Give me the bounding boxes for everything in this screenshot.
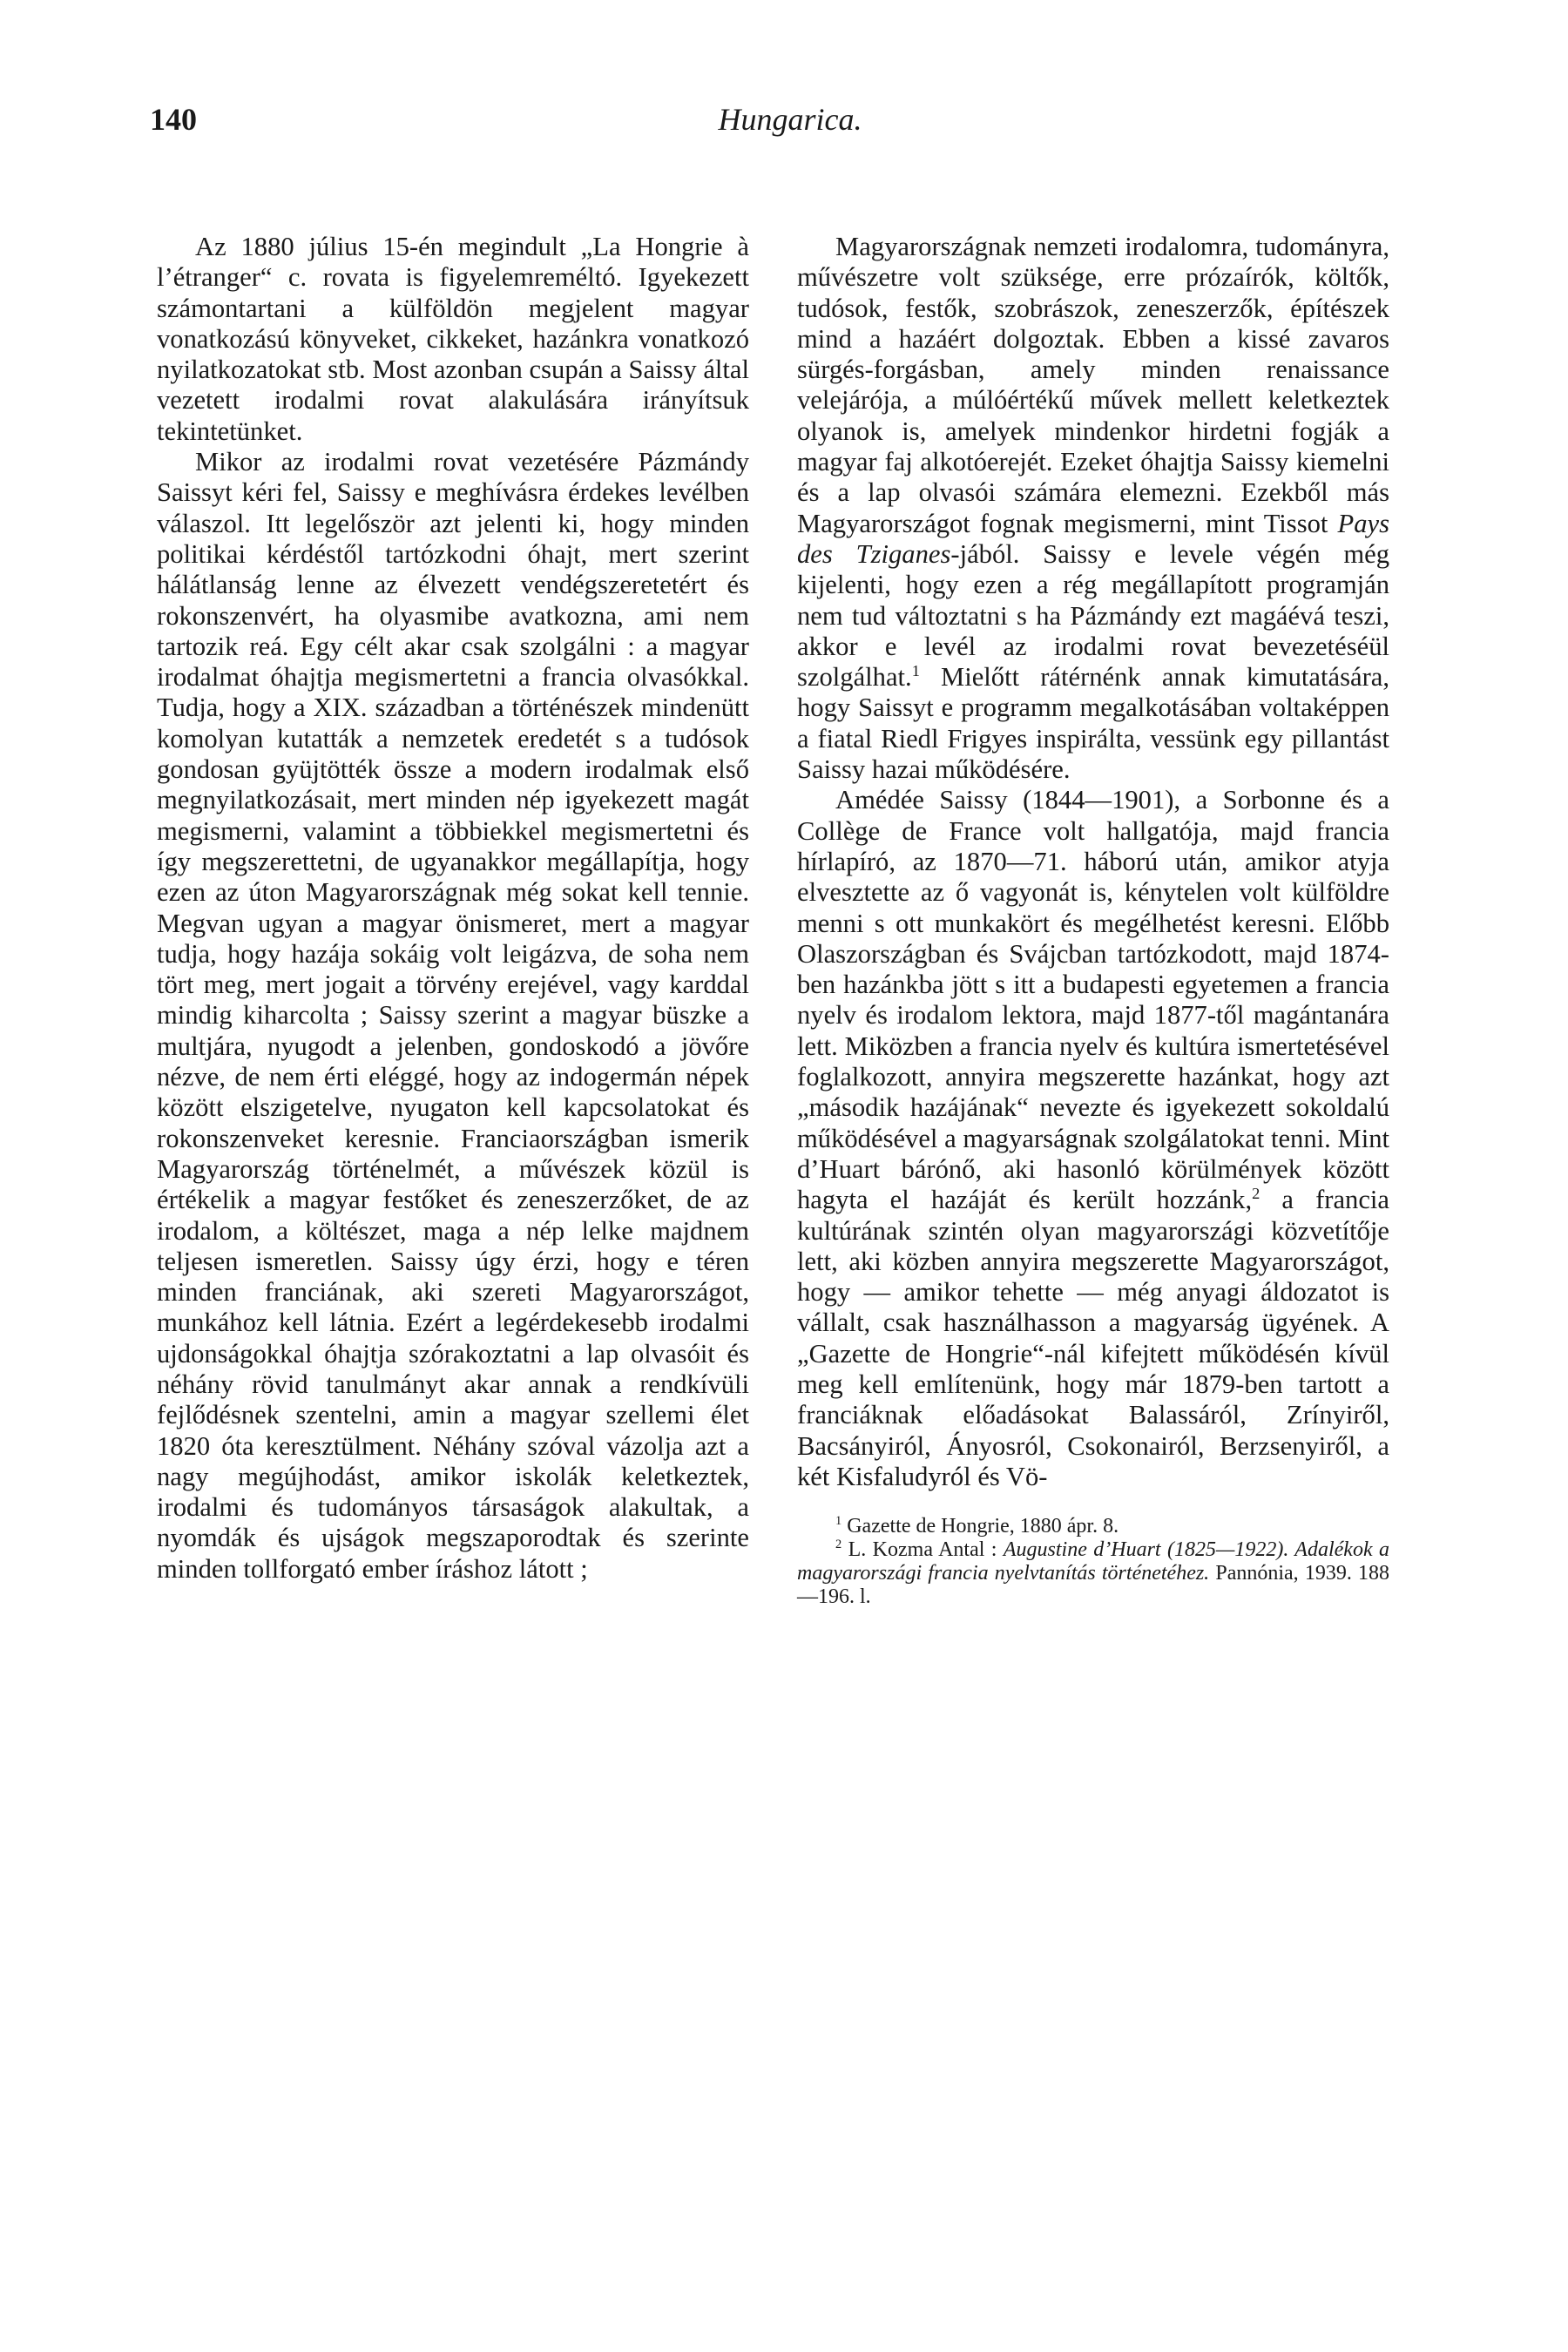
paragraph-4-text-b: a francia kultúrának szintén olyan magyarországi közvetítője lett, aki közben annyira megszerette Magyarországot, hogy — amikor tehette — még anyagi áldozatot is vállalt, csak használhasson a magyarság ügyének. A „Gazette de Hongrie“-nál kifejtett működésén kívül meg kell említenünk, hogy már 1879-ben tartott a franciáknak előadásokat Balassáról, Zrínyiről, Bacsányiról, Ányosról, Csokonairól, Berzsenyiről, a két Kisfaludyról és Vö-	[797, 1185, 1389, 1491]
paragraph-2: Mikor az irodalmi rovat vezetésére Pázmándy Saissyt kéri fel, Saissy e meghívásra érdekes levélben válaszol. Itt legelőször azt jelenti ki, hogy minden politikai kérdéstől tartózkodni óhajt, mert szerint hálátlanság lenne az élvezett vendégszeretetért és rokonszenvért, ha olyasmibe avatkozna, ami nem tartozik reá. Egy célt akar csak szolgálni : a magyar irodalmat óhajtja megismertetni a francia olvasókkal. Tudja, hogy a XIX. században a történészek mindenütt komolyan kutatták a nemzetek eredetét s a tudósok gondosan gyüjtötték össze a modern irodalmak első megnyilatkozásait, mert minden nép igyekezett magát megismerni, valamint a többiekkel megismertetni és így megszerettetni, de ugyanakkor megállapítja, hogy ezen az úton Magyarországnak még sokat kell tennie. Megvan ugyan a magyar önismeret, mert a magyar tudja, hogy hazája sokáig volt leigázva, de soha nem tört meg, mert jogait a törvény erejével, vagy karddal mindig kiharcolta ; Saissy szerint a magyar büszke a multjára, nyugodt a jelenben, gondoskodó a jövőre nézve, de nem érti eléggé, hogy az indogermán népek között elszigetelve, nyugaton kell kapcsolatokat és rokonszenveket keresnie. Franciaországban ismerik Magyarország történelmét, a művészek közül is értékelik a magyar festőket és zeneszerzőket, de az irodalom, a költészet, maga a nép lelke majdnem teljesen ismeretlen. Saissy úgy érzi, hogy e téren minden franciának, aki szereti Magyarországot, munkához kell látnia. Ezért a legérdekesebb irodalmi ujdonságokkal óhajtja szórakoztatni a lap olvasóit és néhány rövid tanulmányt akar annak a rendkívüli fejlődésnek szentelni, amin a magyar szellemi élet 1820 óta keresztülment. Néhány szóval vázolja azt a nagy megújhodást, amikor iskolák keletkeztek, irodalmi és tudományos társaságok alakultak, a nyomdák és ujságok megszaporodtak és szerinte minden tollforgató ember íráshoz látott ;	[157, 447, 749, 1584]
footnotes	[797, 1515, 1389, 1609]
footnote-1-text: Gazette de Hongrie, 1880 ápr. 8.	[841, 1515, 1119, 1538]
footnote-2-publication: Pannónia, 1939. 188—196. l.	[797, 1562, 1389, 1609]
footnote-2	[797, 1538, 1389, 1609]
page-header	[150, 101, 1430, 145]
footnote-2-author: L. Kozma Antal :	[841, 1538, 1004, 1562]
page-number: 140	[150, 102, 197, 137]
paragraph-4	[797, 785, 1389, 1492]
paragraph-3	[797, 232, 1389, 785]
left-column	[157, 232, 749, 1585]
paragraph-3-text-a: Magyarországnak nemzeti irodalomra, tudományra, művészetre volt szüksége, erre prózaírók, költők, tudósok, festők, szobrászok, zeneszerzők, építészek mind a hazáért dolgoztak. Ebben a kissé zavaros sürgés-forgásban, amely minden renaissance velejárója, a múlóértékű művek mellett keletkeztek olyanok is, amelyek mindenkor hirdetni fogják a magyar faj alkotóerejét. Ezeket óhajtja Saissy kiemelni és a lap olvasói számára elemezni. Ezekből más Magyarországot fognak megismerni, mint Tissot	[797, 232, 1389, 538]
paragraph-3-text-b: -jából. Saissy e levele végén még kijelenti, hogy ezen a rég megállapított programján nem tud változtatni s ha Pázmándy ezt magáévá teszi, akkor e levél az irodalmi rovat bevezetéséül szolgálhat.	[797, 538, 1389, 693]
footnote-ref-1: 1	[911, 661, 920, 679]
running-title: Hungarica.	[718, 102, 862, 137]
paragraph-3-text-c: Mielőtt rátérnénk annak kimutatására, hogy Saissyt e programm megalkotásában voltaképpen a fiatal Riedl Frigyes inspirálta, vessünk egy pillantást Saissy hazai működésére.	[797, 662, 1389, 785]
footnote-1-mark: 1	[835, 1514, 842, 1529]
paragraph-1: Az 1880 július 15-én megindult „La Hongrie à l’étranger“ c. rovata is figyelemreméltó. Igyekezett számontartani a külföldön megjelent magyar vonatkozású könyveket, cikkeket, hazánkra vonatkozó nyilatkozatokat stb. Most azonban csupán a Saissy által vezetett irodalmi rovat alakulására irányítsuk tekintetünket.	[157, 232, 749, 446]
footnote-2-mark: 2	[835, 1538, 842, 1552]
right-column	[797, 232, 1389, 1609]
paragraph-4-text-a: Amédée Saissy (1844—1901), a Sorbonne és a Collège de France volt hallgatója, majd francia hírlapíró, az 1870—71. háború után, amikor atyja elvesztette az ő vagyonát is, kénytelen volt külföldre menni s ott munkakört és megélhetést keresni. Előbb Olaszországban és Svájcban tartózkodott, majd 1874-ben hazánkba jött s itt a budapesti egyetemen a francia nyelv és irodalom lektora, majd 1877-től magántanára lett. Miközben a francia nyelv és kultúra ismertetésével foglalkozott, annyira megszerette hazánkat, hogy azt „második hazájának“ nevezte és igyekezett sokoldalú működésével a magyarságnak szolgálatokat tenni. Mint d’Huart bárónő, aki hasonló körülmények között hagyta el hazáját és került hozzánk,	[797, 785, 1389, 1215]
footnote-1	[797, 1515, 1389, 1538]
footnote-ref-2: 2	[1252, 1185, 1260, 1203]
footnote-2-title: Augustine d’Huart (1825—1922). Adalékok a magyarországi francia nyelvtanítás történetéhez.	[797, 1538, 1389, 1585]
work-title: Pays des Tziganes	[797, 508, 1389, 569]
